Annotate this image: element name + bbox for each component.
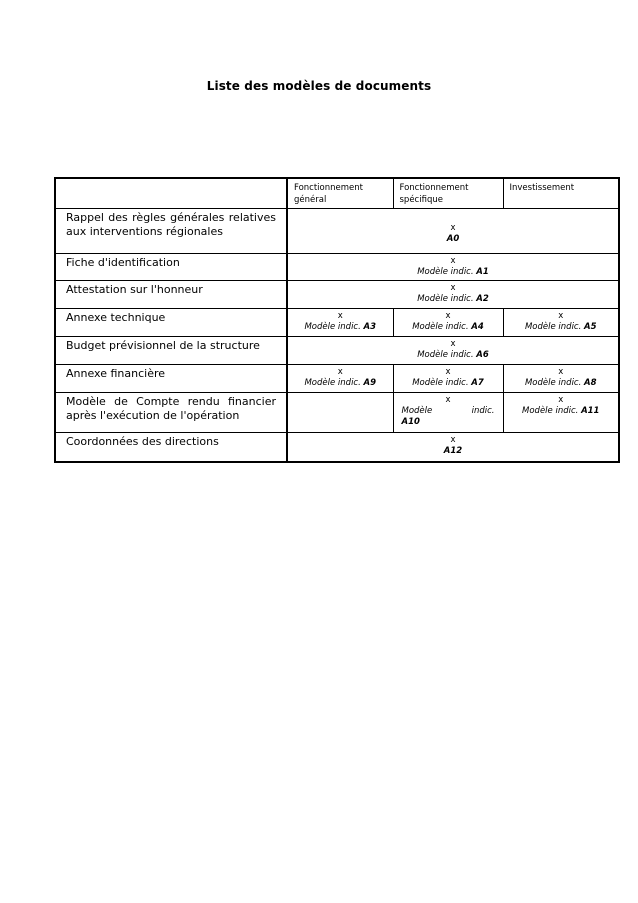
row-label: Attestation sur l'honneur xyxy=(66,283,203,296)
model-ref-code: A10 xyxy=(401,417,420,427)
model-ref-code: A12 xyxy=(443,446,463,456)
model-ref: Modèle indic. A7 xyxy=(412,378,484,388)
check-mark: x xyxy=(450,339,456,349)
check-mark: x xyxy=(450,435,456,445)
check-mark: x xyxy=(445,311,451,321)
empty-cell xyxy=(287,393,393,433)
check-mark: x xyxy=(337,311,343,321)
row-label: Modèle de Compte rendu financier après l'exécution de l'opération xyxy=(66,395,276,422)
model-ref: Modèle indic. A4 xyxy=(412,322,484,332)
row-label: Fiche d'identification xyxy=(66,256,180,269)
model-ref: Modèle indic. A1 xyxy=(417,267,489,277)
table-row xyxy=(55,365,619,393)
document-models-table xyxy=(54,177,620,463)
table-row xyxy=(55,309,619,337)
header-fonctionnement-specifique: Fonctionnement spécifique xyxy=(393,178,503,209)
table-row xyxy=(55,433,619,462)
row-label: Coordonnées des directions xyxy=(66,435,219,448)
check-mark: x xyxy=(445,367,451,377)
row-label: Rappel des règles générales relatives aux interventions régionales xyxy=(66,211,276,238)
check-mark: x xyxy=(558,367,564,377)
table-row xyxy=(55,393,619,433)
model-ref: Modèle indic. A8 xyxy=(524,378,597,388)
model-ref: Modèle indic. A6 xyxy=(417,350,489,360)
table-row xyxy=(55,254,619,281)
row-label: Annexe technique xyxy=(66,311,166,324)
model-ref: Modèle indic. A3 xyxy=(304,322,377,332)
table-row xyxy=(55,209,619,254)
model-ref-code: A0 xyxy=(446,234,460,244)
table-header-row xyxy=(55,178,619,209)
check-mark: x xyxy=(558,395,564,405)
table-row xyxy=(55,337,619,365)
header-fonctionnement-general: Fonctionnement général xyxy=(287,178,393,209)
page-title: Liste des modèles de documents xyxy=(206,79,432,93)
model-ref: Modèle indic. A2 xyxy=(417,294,489,304)
header-investissement: Investissement xyxy=(503,178,619,209)
model-ref: Modèle indic. xyxy=(401,406,495,416)
check-mark: x xyxy=(450,283,456,293)
check-mark: x xyxy=(450,223,456,233)
header-empty-cell xyxy=(55,178,287,209)
model-ref: Modèle indic. A11 xyxy=(522,406,600,416)
model-ref: Modèle indic. A5 xyxy=(524,322,597,332)
check-mark: x xyxy=(450,256,456,266)
model-ref: Modèle indic. A9 xyxy=(304,378,377,388)
row-label: Annexe financière xyxy=(66,367,166,380)
table-row xyxy=(55,281,619,309)
check-mark: x xyxy=(558,311,564,321)
row-label: Budget prévisionnel de la structure xyxy=(66,339,260,352)
check-mark: x xyxy=(337,367,343,377)
check-mark: x xyxy=(445,395,451,405)
